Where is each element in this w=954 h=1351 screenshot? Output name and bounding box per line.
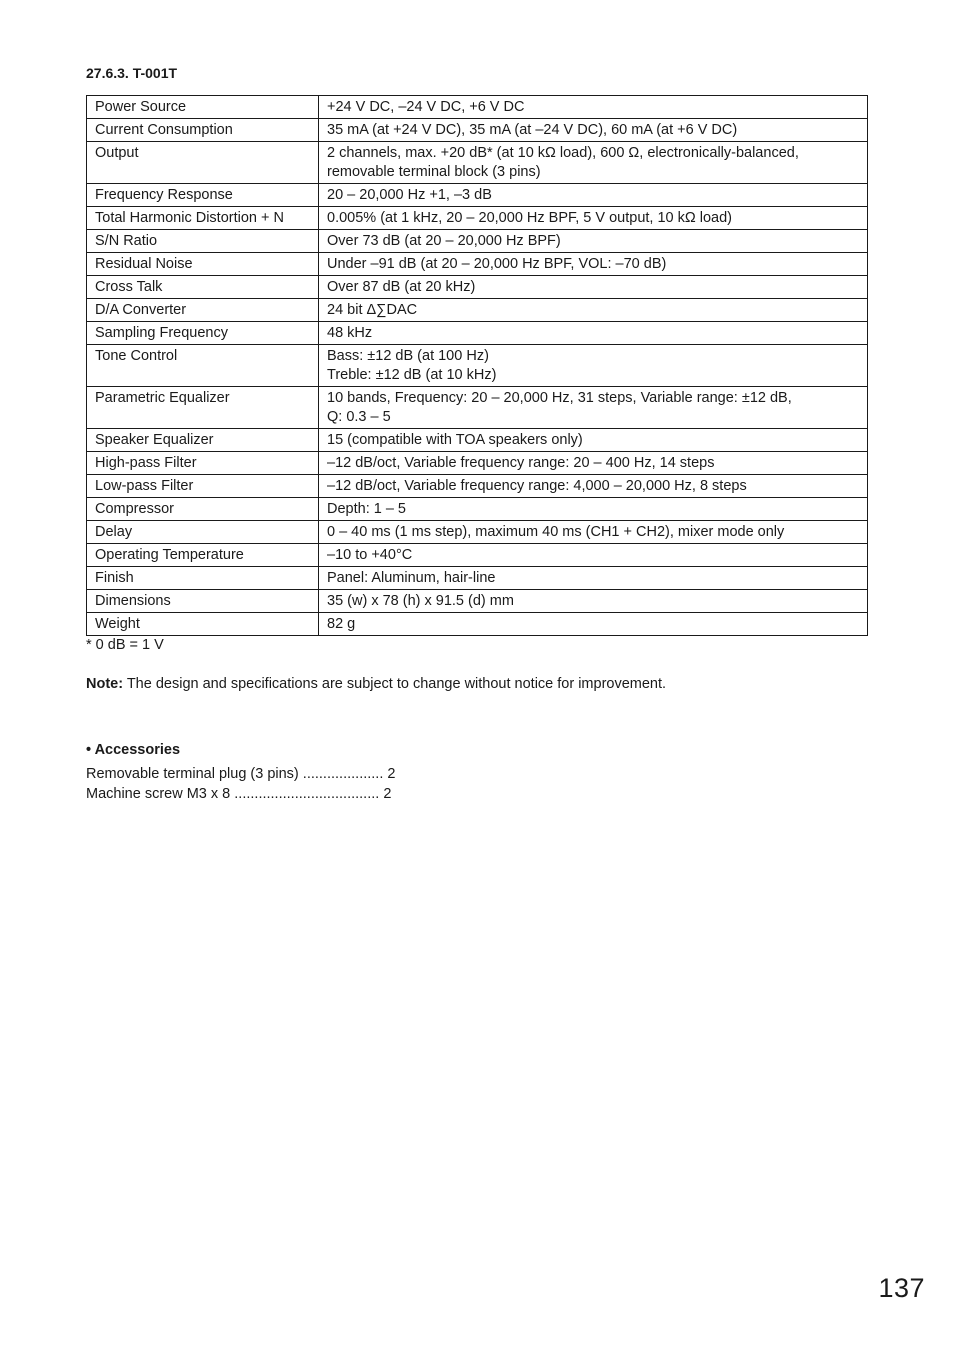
spec-label: Speaker Equalizer <box>87 429 319 452</box>
spec-value-line: Under –91 dB (at 20 – 20,000 Hz BPF, VOL: –70 dB) <box>327 256 667 272</box>
spec-row <box>87 429 868 452</box>
spec-label: High-pass Filter <box>87 452 319 475</box>
spec-row <box>87 452 868 475</box>
spec-row <box>87 345 868 387</box>
spec-row <box>87 184 868 207</box>
spec-value <box>319 521 868 544</box>
spec-label: Low-pass Filter <box>87 475 319 498</box>
spec-value-line: 35 mA (at +24 V DC), 35 mA (at –24 V DC), 60 mA (at +6 V DC) <box>327 122 738 138</box>
note <box>86 676 666 692</box>
spec-value-line: 35 (w) x 78 (h) x 91.5 (d) mm <box>327 593 514 609</box>
spec-table-body <box>87 96 868 636</box>
spec-label: D/A Converter <box>87 299 319 322</box>
spec-label: Compressor <box>87 498 319 521</box>
spec-row <box>87 96 868 119</box>
spec-value <box>319 544 868 567</box>
spec-label: Power Source <box>87 96 319 119</box>
spec-value-line: –12 dB/oct, Variable frequency range: 20 – 400 Hz, 14 steps <box>327 455 715 471</box>
spec-value <box>319 253 868 276</box>
spec-value <box>319 429 868 452</box>
spec-row <box>87 544 868 567</box>
spec-label: Dimensions <box>87 590 319 613</box>
spec-value-line: 48 kHz <box>327 325 373 341</box>
spec-value-line: 24 bit Δ∑DAC <box>327 302 418 318</box>
spec-value <box>319 184 868 207</box>
spec-label: S/N Ratio <box>87 230 319 253</box>
spec-value-line: 0 – 40 ms (1 ms step), maximum 40 ms (CH1 + CH2), mixer mode only <box>327 524 785 540</box>
spec-value-line: 0.005% (at 1 kHz, 20 – 20,000 Hz BPF, 5 V output, 10 kΩ load) <box>327 210 732 226</box>
spec-table <box>86 95 868 636</box>
spec-value-line: removable terminal block (3 pins) <box>327 164 541 180</box>
spec-label: Operating Temperature <box>87 544 319 567</box>
spec-value-line: Bass: ±12 dB (at 100 Hz) <box>327 348 489 364</box>
footnote: * 0 dB = 1 V <box>86 637 164 653</box>
spec-label: Finish <box>87 567 319 590</box>
spec-value-line: 20 – 20,000 Hz +1, –3 dB <box>327 187 492 203</box>
spec-value <box>319 345 868 387</box>
spec-value-line: –12 dB/oct, Variable frequency range: 4,000 – 20,000 Hz, 8 steps <box>327 478 747 494</box>
accessory-item: Machine screw M3 x 8 .................................... 2 <box>86 786 392 802</box>
accessories-list <box>86 764 395 804</box>
spec-label: Delay <box>87 521 319 544</box>
spec-label: Residual Noise <box>87 253 319 276</box>
spec-value-line: Depth: 1 – 5 <box>327 501 406 517</box>
spec-value <box>319 452 868 475</box>
spec-row <box>87 475 868 498</box>
spec-value-line: Over 87 dB (at 20 kHz) <box>327 279 476 295</box>
spec-row <box>87 230 868 253</box>
spec-value-line: Q: 0.3 – 5 <box>327 409 391 425</box>
spec-value <box>319 230 868 253</box>
note-text: The design and specifications are subject to change without notice for improvement. <box>123 676 667 692</box>
spec-label: Weight <box>87 613 319 636</box>
spec-value <box>319 96 868 119</box>
spec-value-line: –10 to +40°C <box>327 547 413 563</box>
spec-value-line: 2 channels, max. +20 dB* (at 10 kΩ load), 600 Ω, electronically-balanced, <box>327 145 799 161</box>
accessories-heading: • Accessories <box>86 742 181 758</box>
spec-value <box>319 119 868 142</box>
spec-label: Parametric Equalizer <box>87 387 319 429</box>
spec-label: Total Harmonic Distortion + N <box>87 207 319 230</box>
spec-label: Output <box>87 142 319 184</box>
page-number: 137 <box>878 1273 925 1303</box>
spec-value <box>319 590 868 613</box>
spec-value <box>319 299 868 322</box>
spec-value-line: 82 g <box>327 616 356 632</box>
spec-row <box>87 590 868 613</box>
spec-row <box>87 521 868 544</box>
spec-row <box>87 119 868 142</box>
spec-value <box>319 387 868 429</box>
spec-value-line: Panel: Aluminum, hair-line <box>327 570 496 586</box>
spec-value <box>319 475 868 498</box>
spec-value-line: 10 bands, Frequency: 20 – 20,000 Hz, 31 steps, Variable range: ±12 dB, <box>327 390 792 406</box>
spec-value-line: Over 73 dB (at 20 – 20,000 Hz BPF) <box>327 233 561 249</box>
spec-label: Sampling Frequency <box>87 322 319 345</box>
spec-row <box>87 613 868 636</box>
spec-value <box>319 276 868 299</box>
spec-row <box>87 207 868 230</box>
spec-row <box>87 276 868 299</box>
spec-row <box>87 498 868 521</box>
spec-value <box>319 142 868 184</box>
spec-value <box>319 567 868 590</box>
spec-row <box>87 567 868 590</box>
spec-value-line: +24 V DC, –24 V DC, +6 V DC <box>327 99 525 115</box>
spec-row <box>87 322 868 345</box>
spec-label: Current Consumption <box>87 119 319 142</box>
section-title: 27.6.3. T-001T <box>86 65 178 81</box>
spec-row <box>87 387 868 429</box>
spec-value-line: 15 (compatible with TOA speakers only) <box>327 432 583 448</box>
note-label: Note: <box>86 676 124 692</box>
spec-value-line: Treble: ±12 dB (at 10 kHz) <box>327 367 497 383</box>
spec-label: Cross Talk <box>87 276 319 299</box>
spec-value <box>319 498 868 521</box>
spec-value <box>319 207 868 230</box>
spec-label: Frequency Response <box>87 184 319 207</box>
spec-value <box>319 613 868 636</box>
spec-label: Tone Control <box>87 345 319 387</box>
spec-value <box>319 322 868 345</box>
spec-row <box>87 253 868 276</box>
spec-row <box>87 299 868 322</box>
spec-row <box>87 142 868 184</box>
accessory-item: Removable terminal plug (3 pins) .................... 2 <box>86 766 396 782</box>
